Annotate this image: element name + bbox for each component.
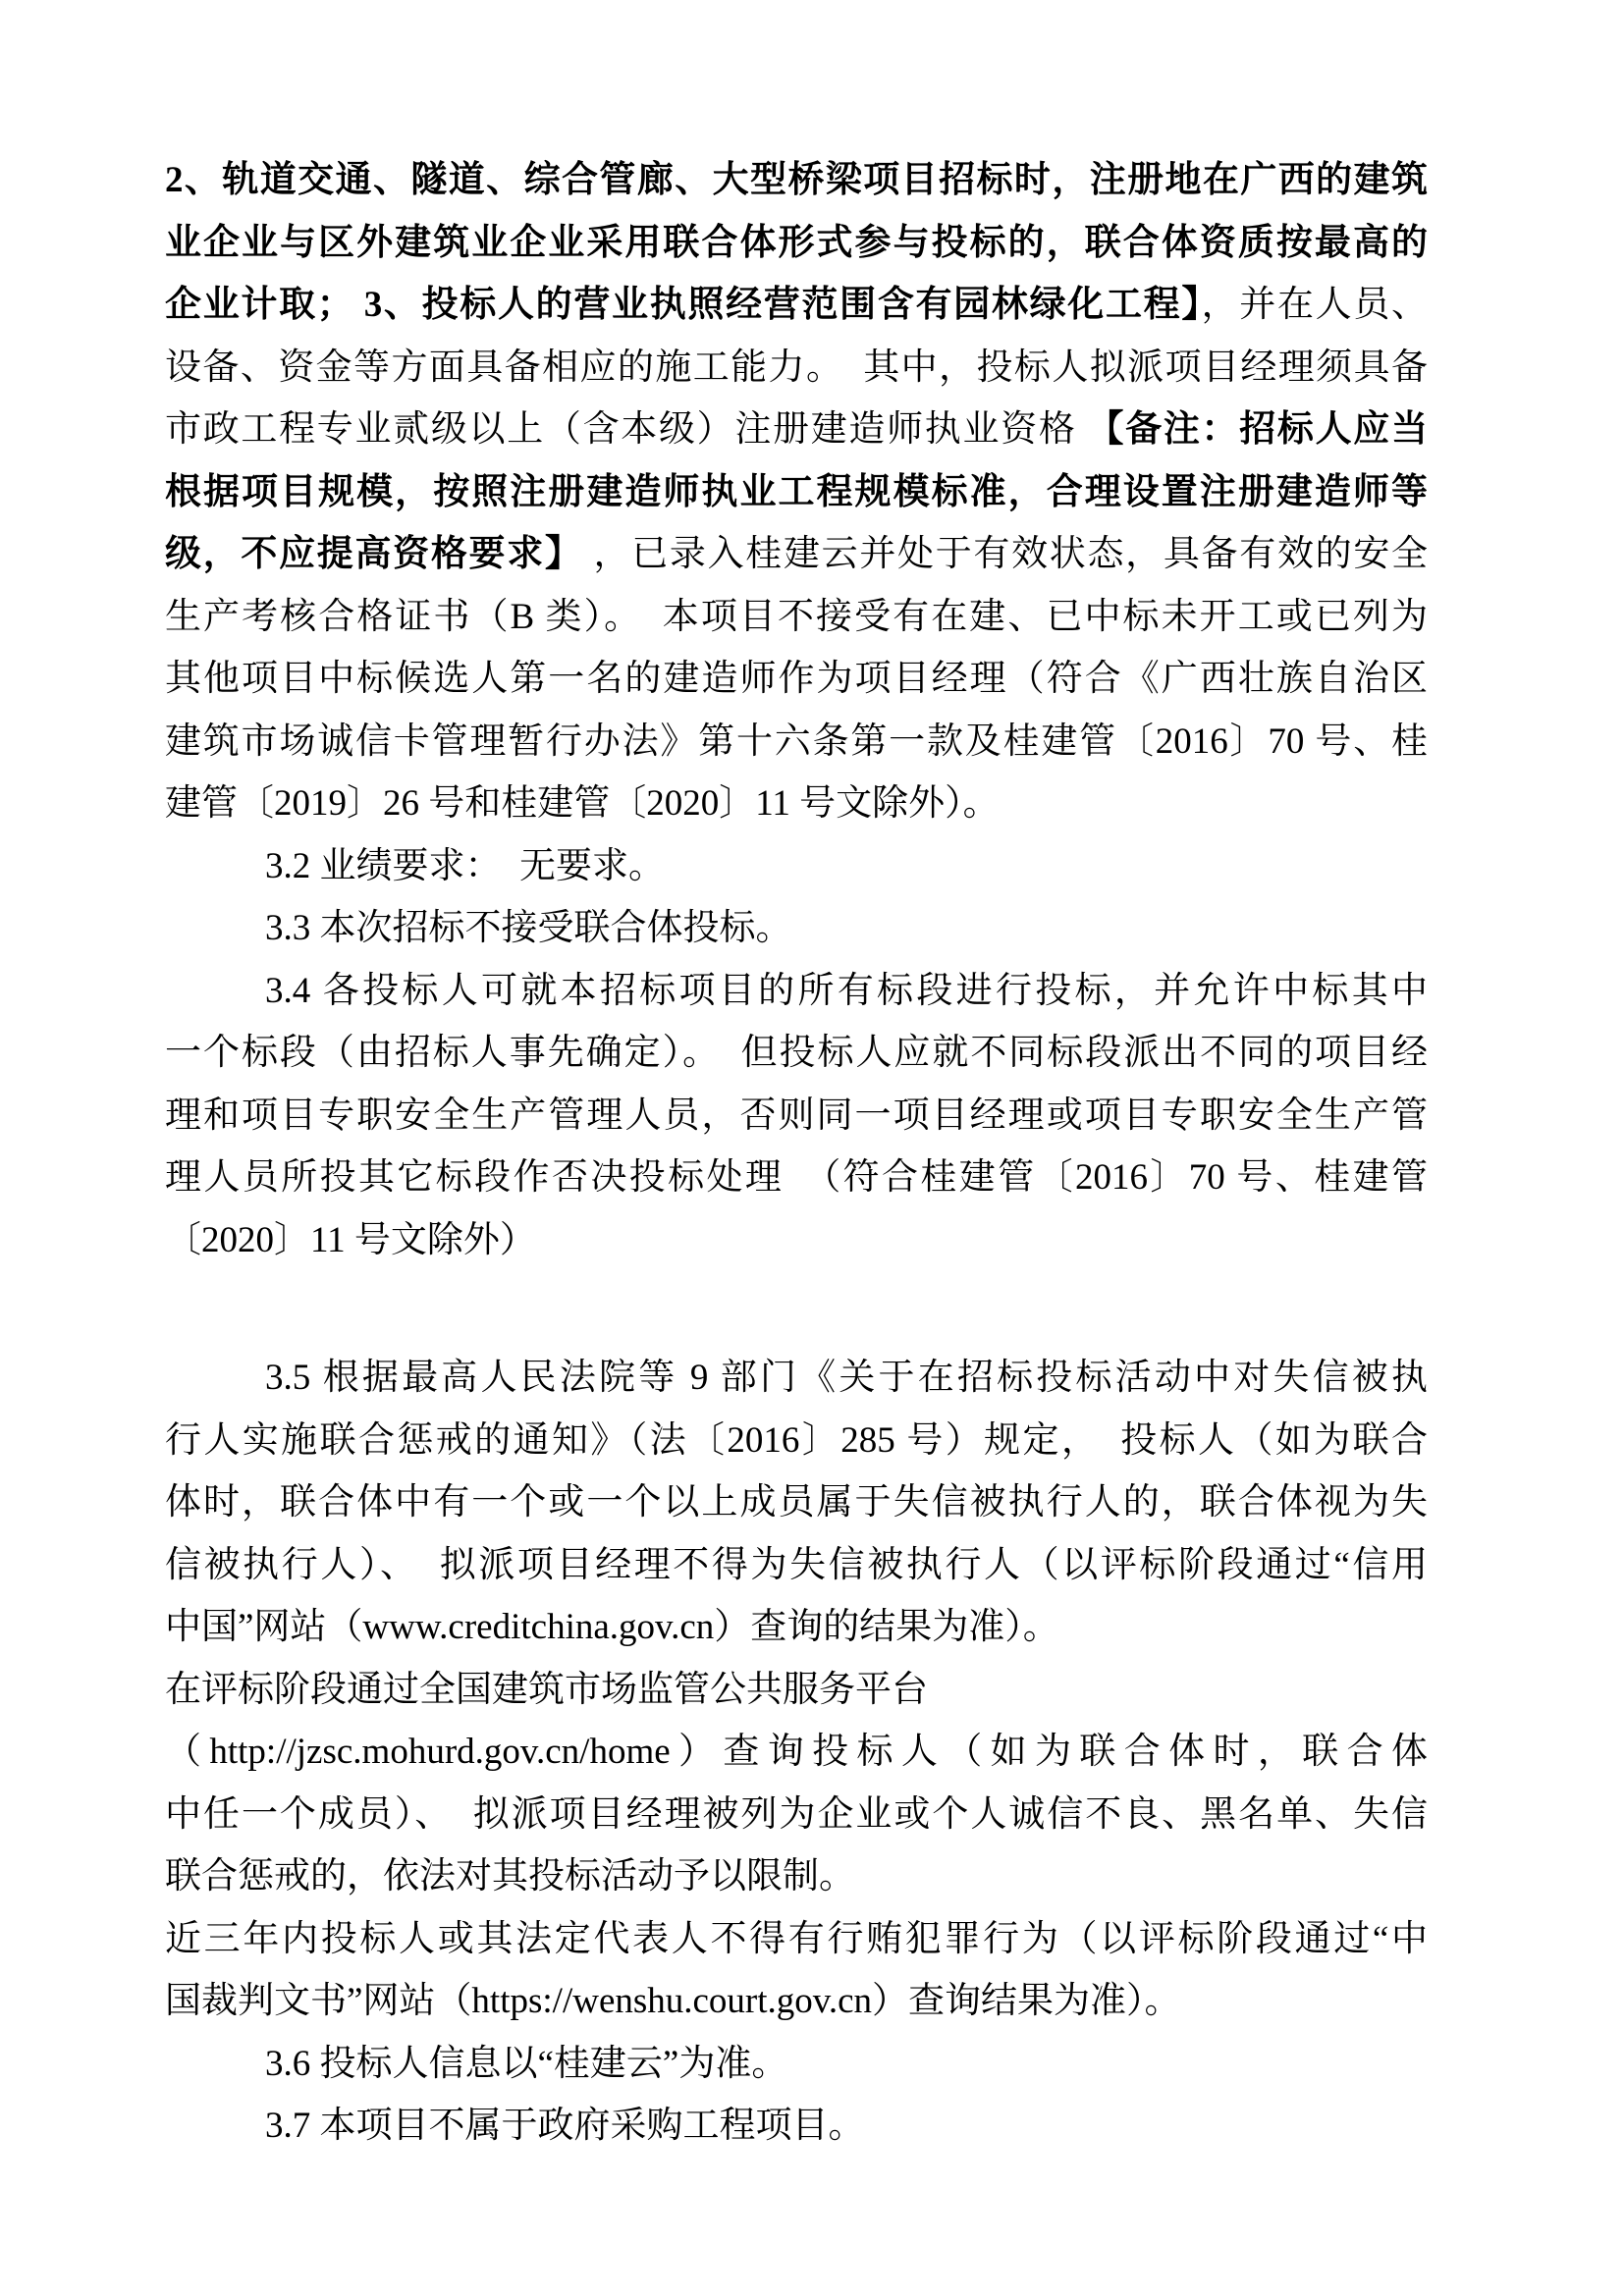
document-line (165, 773, 1428, 835)
document-line (165, 1721, 1428, 1784)
text-segment: 3.7 本项目不属于政府采购工程项目。 (265, 2106, 865, 2146)
text-segment: 市政工程专业贰级以上（含本级）注册建造师执业资格 (165, 409, 1088, 450)
text-segment: 理和项目专职安全生产管理人员，否则同一项目经理或项目专职安全生产管 (165, 1095, 1428, 1136)
document-line (165, 648, 1428, 711)
text-segment: 3.3 本次招标不接受联合体投标。 (265, 908, 792, 948)
document-line (165, 586, 1428, 649)
document-body (165, 149, 1428, 2158)
document-line (165, 2095, 1428, 2158)
document-line (165, 149, 1428, 212)
document-line (165, 1845, 1428, 1908)
text-segment: 联合惩戒的，依法对其投标活动予以限制。 (165, 1856, 855, 1896)
document-line (165, 212, 1428, 275)
document-line (165, 1147, 1428, 1209)
document-line (165, 337, 1428, 400)
document-line (165, 1022, 1428, 1085)
text-segment: 近三年内投标人或其法定代表人不得有行贿犯罪行为（以评标阶段通过“中 (165, 1918, 1428, 1959)
text-segment: 体时，联合体中有一个或一个以上成员属于失信被执行人的，联合体视为失 (165, 1482, 1428, 1522)
document-line (165, 1908, 1428, 1971)
document-line (165, 274, 1428, 337)
bold-text-segment: 级，不应提高资格要求】 (165, 534, 583, 574)
document-line (165, 711, 1428, 774)
text-segment: 3.5 根据最高人民法院等 9 部门《关于在招标投标活动中对失信被执 (265, 1358, 1428, 1398)
text-segment: 设备、资金等方面具备相应的施工能力。 其中，投标人拟派项目经理须具备 (165, 347, 1428, 388)
text-segment: 一个标段（由招标人事先确定）。 但投标人应就不同标段派出不同的项目经 (165, 1033, 1428, 1073)
text-segment: ，已录入桂建云并处于有效状态，具备有效的安全 (582, 534, 1429, 574)
document-line (165, 461, 1428, 524)
document-line (165, 1471, 1428, 1534)
document-line (165, 1659, 1428, 1722)
text-segment: ，并在人员、 (1201, 285, 1429, 325)
bold-text-segment: 企业计取； 3、投标人的营业执照经营范围含有园林绿化工程】 (165, 285, 1202, 325)
document-line (165, 1209, 1428, 1272)
text-segment: 〔2020〕11 号文除外） (165, 1219, 536, 1260)
document-line (165, 399, 1428, 461)
document-line (165, 897, 1428, 960)
document-line (165, 835, 1428, 898)
text-segment: 其他项目中标候选人第一名的建造师作为项目经理（符合《广西壮族自治区 (165, 659, 1428, 699)
bold-text-segment: 2、轨道交通、隧道、综合管廊、大型桥梁项目招标时，注册地在广西的建筑 (165, 160, 1428, 200)
document-line (165, 523, 1428, 586)
text-segment: 3.2 业绩要求： 无要求。 (265, 845, 665, 886)
document-line (165, 960, 1428, 1023)
bold-text-segment: 【备注：招标人应当 (1087, 409, 1428, 450)
text-segment: 中任一个成员）、 拟派项目经理被列为企业或个人诚信不良、黑名单、失信 (165, 1793, 1428, 1835)
blank-line (165, 1271, 1428, 1347)
text-segment: 理人员所投其它标段作否决投标处理 （符合桂建管〔2016〕70 号、桂建管 (165, 1157, 1428, 1198)
text-segment: 信被执行人）、 拟派项目经理不得为失信被执行人（以评标阶段通过“信用 (165, 1544, 1428, 1585)
text-segment: 国裁判文书”网站（https://wenshu.court.gov.cn）查询结果为准）。 (165, 1981, 1181, 2021)
document-line (165, 1784, 1428, 1846)
text-segment: 3.4 各投标人可就本招标项目的所有标段进行投标，并允许中标其中 (265, 970, 1428, 1011)
bold-text-segment: 根据项目规模，按照注册建造师执业工程规模标准，合理设置注册建造师等 (165, 471, 1428, 512)
document-line (165, 1970, 1428, 2033)
text-segment: 生产考核合格证书（B 类）。 本项目不接受有在建、已中标未开工或已列为 (165, 596, 1428, 637)
document-line (165, 1347, 1428, 1410)
text-segment: 建筑市场诚信卡管理暂行办法》第十六条第一款及桂建管〔2016〕70 号、桂 (165, 721, 1428, 762)
document-line (165, 1410, 1428, 1472)
document-line (165, 1085, 1428, 1148)
text-segment: 建管〔2019〕26 号和桂建管〔2020〕11 号文除外）。 (165, 783, 1000, 824)
document-line (165, 1534, 1428, 1597)
text-segment: 在评标阶段通过全国建筑市场监管公共服务平台 (165, 1669, 928, 1710)
document-line (165, 2033, 1428, 2096)
text-segment: 行人实施联合惩戒的通知》（法〔2016〕285 号）规定， 投标人（如为联合 (165, 1419, 1428, 1461)
text-segment: 中国”网站（www.creditchina.gov.cn）查询的结果为准）。 (165, 1607, 1059, 1647)
text-segment: （http://jzsc.mohurd.gov.cn/home）查询投标人（如为联合体时，联合体 (165, 1732, 1428, 1772)
text-segment: 3.6 投标人信息以“桂建云”为准。 (265, 2043, 788, 2084)
document-line (165, 1596, 1428, 1659)
bold-text-segment: 业企业与区外建筑业企业采用联合体形式参与投标的，联合体资质按最高的 (165, 222, 1428, 263)
